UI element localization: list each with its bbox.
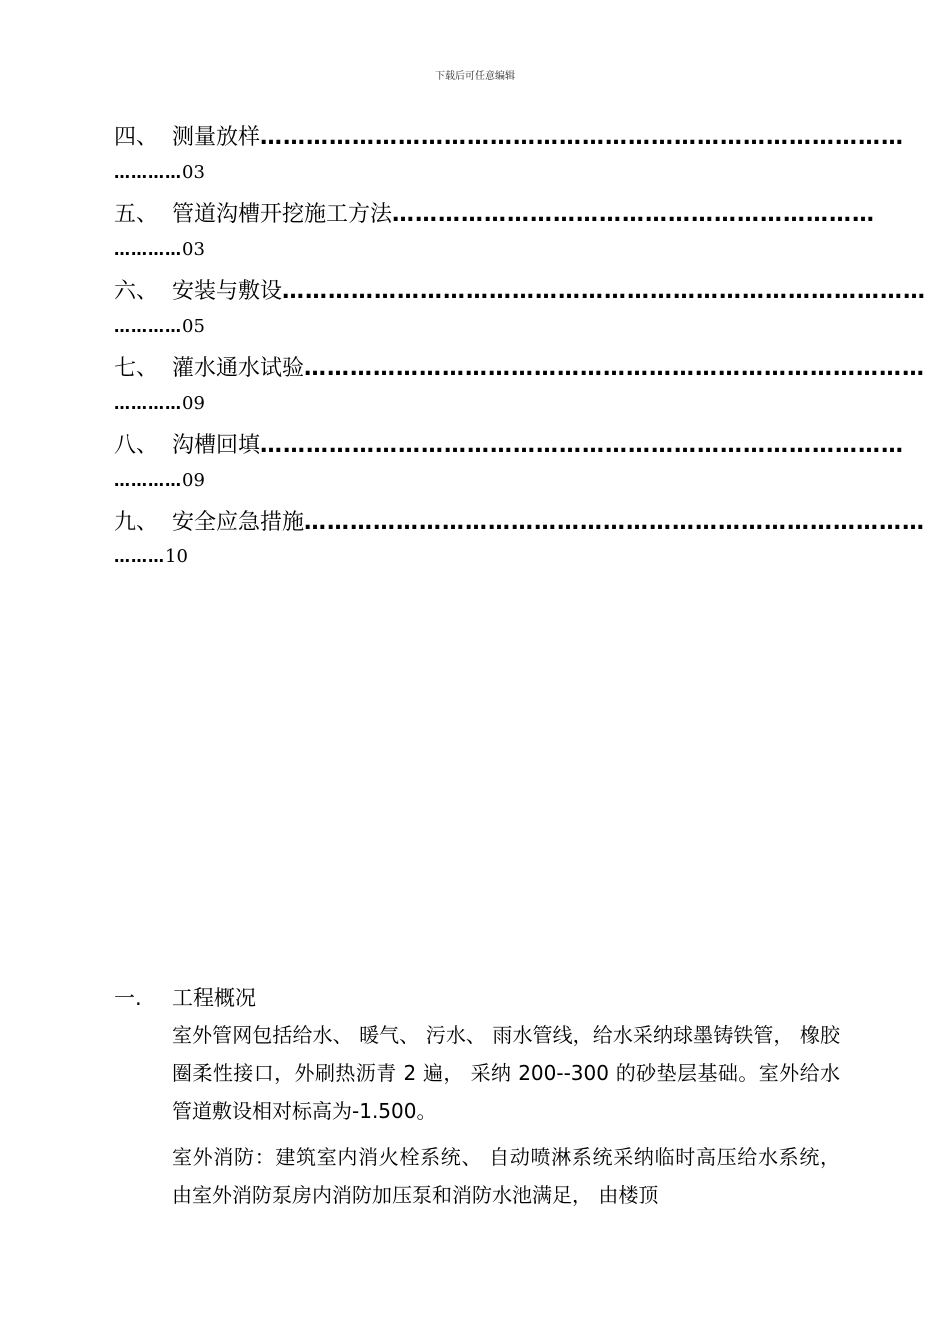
toc-leader-dots: ………… bbox=[114, 163, 182, 182]
toc-entry-title: 安全应急措施 bbox=[172, 510, 305, 535]
toc-entry-number: 四、 bbox=[114, 125, 159, 150]
toc-leader-dots: ……………………………………………………… bbox=[392, 202, 876, 227]
toc-entry-page-line bbox=[114, 162, 205, 192]
toc-leader-dots: ……………………………………………………………………… bbox=[304, 510, 926, 535]
toc-leader-dots: ………………………………………………………………………… bbox=[260, 433, 905, 458]
toc-entry[interactable] bbox=[114, 120, 905, 154]
page-header: 下载后可任意编辑 bbox=[435, 71, 515, 82]
toc-leader-dots: ………… bbox=[114, 317, 182, 336]
toc-entry-page-line bbox=[114, 393, 205, 423]
toc-entry-number: 九、 bbox=[114, 510, 159, 535]
section-heading bbox=[114, 982, 256, 1012]
toc-entry-number: 六、 bbox=[114, 279, 159, 304]
toc-entry[interactable] bbox=[114, 197, 876, 231]
section-number: 一. bbox=[114, 986, 142, 1010]
toc-leader-dots: ………… bbox=[114, 394, 182, 413]
toc-entry-page-line bbox=[114, 546, 188, 576]
toc-leader-dots: ………… bbox=[114, 240, 182, 259]
toc-entry-page: 10 bbox=[165, 546, 188, 567]
body-paragraph: 室外消防：建筑室内消火栓系统、 自动喷淋系统采纳临时高压给水系统， 由室外消防泵房内消防加压泵和消防水池满足， 由楼顶 bbox=[172, 1145, 840, 1207]
toc-entry[interactable] bbox=[114, 505, 926, 539]
toc-leader-dots: ……… bbox=[114, 547, 165, 566]
toc-entry-number: 八、 bbox=[114, 433, 159, 458]
toc-entry-page-line bbox=[114, 239, 205, 269]
toc-entry-page: 05 bbox=[182, 316, 205, 337]
toc-entry-page-line bbox=[114, 470, 205, 500]
toc-entry-page: 03 bbox=[182, 162, 205, 183]
toc-entry-title: 沟槽回填 bbox=[172, 433, 261, 458]
toc-leader-dots: ………… bbox=[114, 471, 182, 490]
toc-entry-page-line bbox=[114, 316, 205, 346]
toc-leader-dots: ……………………………………………………………………… bbox=[304, 356, 926, 381]
toc-entry-page: 09 bbox=[182, 393, 205, 414]
toc-entry-title: 灌水通水试验 bbox=[172, 356, 305, 381]
toc-entry-number: 七、 bbox=[114, 356, 159, 381]
toc-entry[interactable] bbox=[114, 274, 927, 308]
body-paragraph: 室外管网包括给水、 暖气、 污水、 雨水管线，给水采纳球墨铸铁管， 橡胶圈柔性接口，外刷热沥青 2 遍， 采纳 200--300 的砂垫层基础。室外给水管道敷设相对标高为-1.500。 bbox=[172, 1023, 840, 1123]
toc-entry[interactable] bbox=[114, 428, 905, 462]
toc-entry-page: 09 bbox=[182, 470, 205, 491]
toc-entry-title: 管道沟槽开挖施工方法 bbox=[172, 202, 393, 227]
section-title: 工程概况 bbox=[172, 986, 256, 1010]
toc-leader-dots: ………………………………………………………………………… bbox=[260, 125, 905, 150]
toc-entry-page: 03 bbox=[182, 239, 205, 260]
toc-entry-title: 安装与敷设 bbox=[172, 279, 283, 304]
toc-leader-dots: ………………………………………………………………………… bbox=[282, 279, 927, 304]
toc-entry[interactable] bbox=[114, 351, 926, 385]
toc-entry-title: 测量放样 bbox=[172, 125, 261, 150]
toc-entry-number: 五、 bbox=[114, 202, 159, 227]
